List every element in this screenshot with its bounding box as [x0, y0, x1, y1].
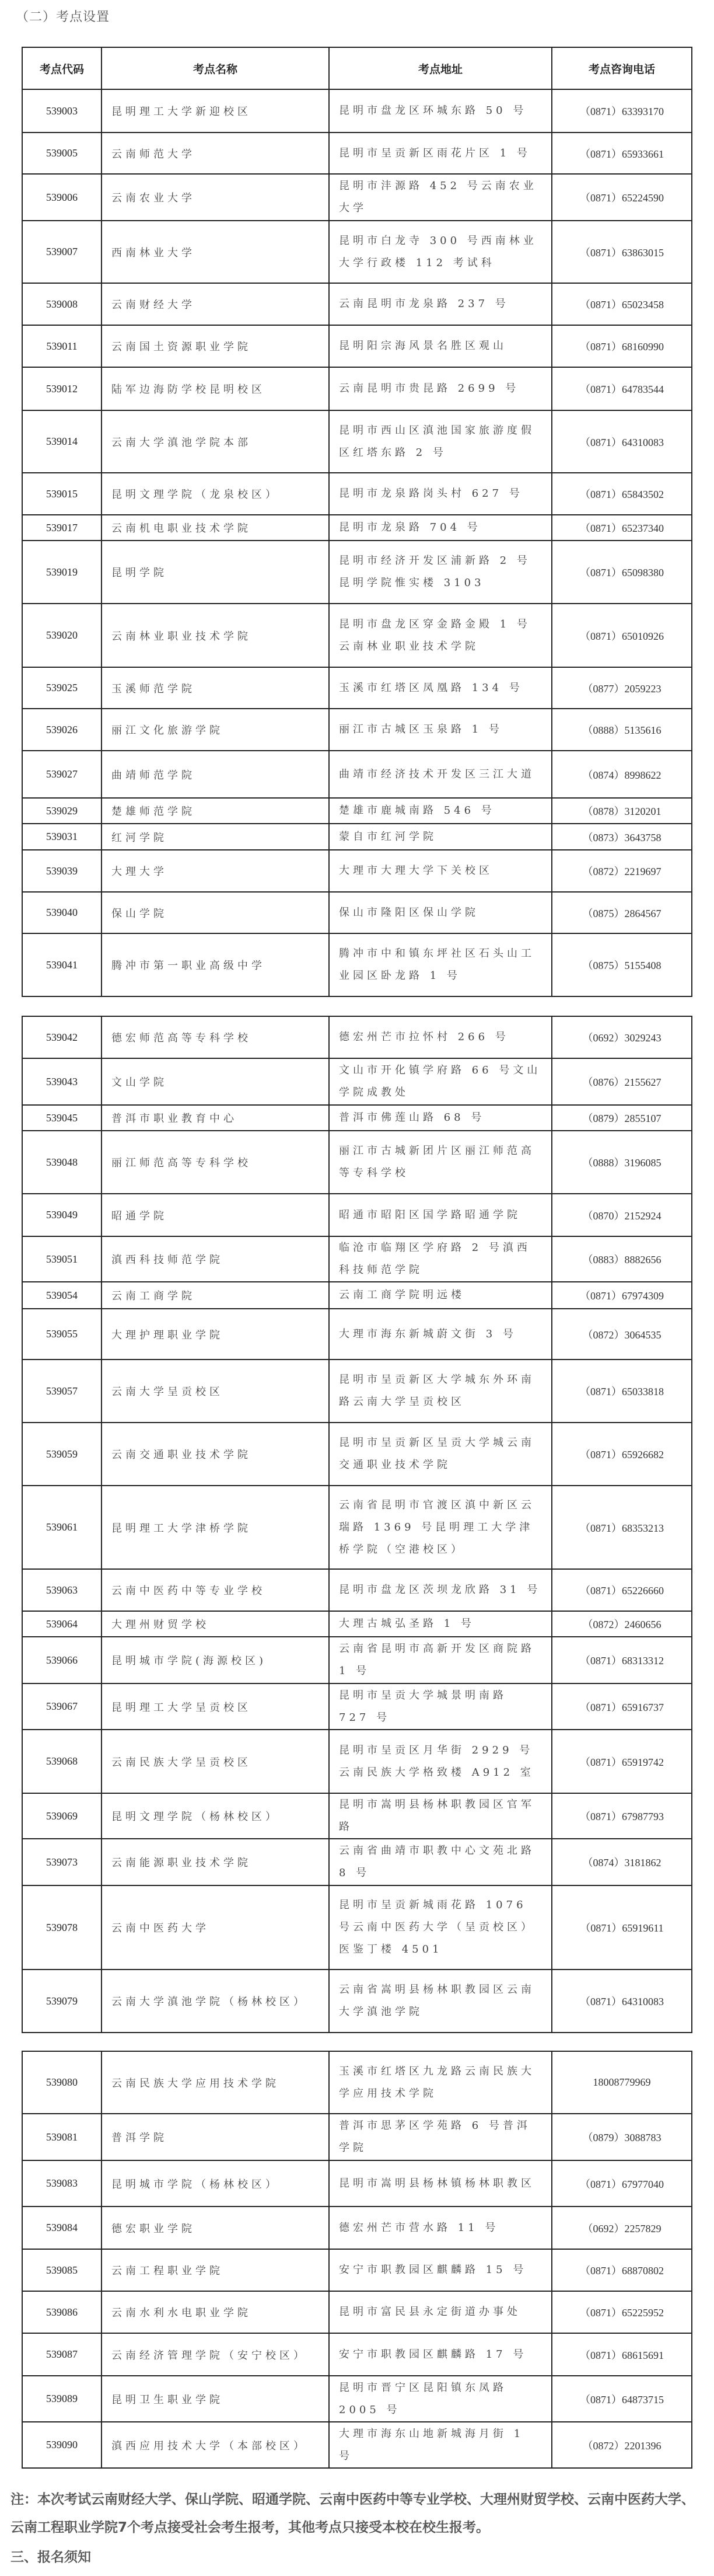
site-phone: （0871）64310083 — [552, 1970, 692, 2033]
table-row — [22, 174, 692, 221]
table-row — [22, 473, 692, 515]
site-code: 539026 — [22, 709, 102, 751]
site-name: 丽江文化旅游学院 — [102, 709, 329, 751]
site-name: 昆明文理学院（杨林校区） — [102, 1793, 329, 1839]
site-address: 云南昆明市龙泉路 237 号 — [329, 283, 552, 325]
site-phone: （0871）68353213 — [552, 1486, 692, 1569]
site-name: 昆明城市学院(海源校区) — [102, 1637, 329, 1683]
site-code: 539049 — [22, 1194, 102, 1236]
site-phone: （0878）3120201 — [552, 798, 692, 824]
site-phone: （0875）5155408 — [552, 933, 692, 996]
note-line-1: 注：本次考试云南财经大学、保山学院、昭通学院、云南中医药中等专业学校、大理州财贸学校、云南中医药大学、 — [10, 2492, 695, 2507]
site-phone: （0871）68870802 — [552, 2249, 692, 2291]
site-phone: （0692）3029243 — [552, 1016, 692, 1058]
site-phone: （0871）65224590 — [552, 174, 692, 221]
site-name: 滇西科技师范学院 — [102, 1236, 329, 1282]
site-phone: （0875）2864567 — [552, 892, 692, 933]
site-address: 临沧市临翔区学府路 2 号滇西科技师范学院 — [329, 1236, 552, 1282]
site-name: 云南交通职业技术学院 — [102, 1423, 329, 1486]
site-code: 539068 — [22, 1730, 102, 1793]
site-code: 539073 — [22, 1839, 102, 1885]
table-row — [22, 283, 692, 325]
site-address: 昆明市盘龙区茨坝龙欣路 31 号 — [329, 1569, 552, 1611]
next-section-title: 三、报名须知 — [10, 2550, 91, 2565]
site-address: 云南省曲靖市职教中心文苑北路 8 号 — [329, 1839, 552, 1885]
exam-site-table — [22, 2051, 692, 2469]
site-code: 539003 — [22, 89, 102, 133]
site-address: 昆明市晋宁区昆阳镇东凤路 2005 号 — [329, 2376, 552, 2422]
table-row — [22, 1360, 692, 1423]
site-phone: （0871）65225952 — [552, 2291, 692, 2333]
site-name: 楚雄师范学院 — [102, 798, 329, 824]
site-address: 曲靖市经济技术开发区三江大道 — [329, 751, 552, 798]
site-code: 539063 — [22, 1569, 102, 1611]
site-phone: （0871）65023458 — [552, 283, 692, 325]
site-phone: （0871）65010926 — [552, 604, 692, 667]
site-address: 云南工商学院明远楼 — [329, 1282, 552, 1309]
site-phone: （0871）65033818 — [552, 1360, 692, 1423]
site-name: 大理护理职业学院 — [102, 1309, 329, 1360]
site-phone: （0877）2059223 — [552, 667, 692, 709]
site-code: 539017 — [22, 515, 102, 541]
site-address: 昆明市嵩明县杨林职教园区官军路 — [329, 1793, 552, 1839]
site-code: 539012 — [22, 367, 102, 410]
table-row — [22, 667, 692, 709]
column-header-address: 考点地址 — [329, 47, 552, 89]
table-row — [22, 1105, 692, 1131]
table-row — [22, 2114, 692, 2160]
table-row — [22, 541, 692, 604]
table-row — [22, 1730, 692, 1793]
site-address: 昆明市嵩明县杨林镇杨林职教区 — [329, 2160, 552, 2206]
table-row — [22, 1423, 692, 1486]
site-address: 昆明市呈贡新区雨花片区 1 号 — [329, 133, 552, 174]
site-address: 昆明市盘龙区穿金路金殿 1 号云南林业职业技术学院 — [329, 604, 552, 667]
table-header-row — [22, 47, 692, 89]
site-phone: （0871）64783544 — [552, 367, 692, 410]
site-address: 玉溪市红塔区九龙路云南民族大学应用技术学院 — [329, 2051, 552, 2114]
site-name: 云南机电职业技术学院 — [102, 515, 329, 541]
site-name: 昆明文理学院（龙泉校区） — [102, 473, 329, 515]
site-phone: （0871）67974309 — [552, 1282, 692, 1309]
site-phone: 18008779969 — [552, 2051, 692, 2114]
site-address: 昆明市经济开发区浦新路 2 号昆明学院惟实楼 3103 — [329, 541, 552, 604]
table-row — [22, 133, 692, 174]
site-name: 昆明理工大学津桥学院 — [102, 1486, 329, 1569]
site-address: 大理古城弘圣路 1 号 — [329, 1611, 552, 1637]
site-phone: （0871）67977040 — [552, 2160, 692, 2206]
site-address: 大理市海东新城蔚文街 3 号 — [329, 1309, 552, 1360]
site-code: 539043 — [22, 1058, 102, 1105]
exam-site-table — [22, 47, 692, 997]
site-code: 539045 — [22, 1105, 102, 1131]
site-code: 539087 — [22, 2333, 102, 2376]
site-address: 昆明市龙泉路 704 号 — [329, 515, 552, 541]
site-address: 蒙自市红河学院 — [329, 824, 552, 850]
site-address: 文山市开化镇学府路 66 号文山学院成教处 — [329, 1058, 552, 1105]
table-row — [22, 1637, 692, 1683]
site-code: 539051 — [22, 1236, 102, 1282]
table-row — [22, 221, 692, 283]
site-name: 红河学院 — [102, 824, 329, 850]
table-row — [22, 1885, 692, 1970]
site-code: 539059 — [22, 1423, 102, 1486]
site-code: 539005 — [22, 133, 102, 174]
site-code: 539084 — [22, 2206, 102, 2249]
site-code: 539064 — [22, 1611, 102, 1637]
site-name: 普洱学院 — [102, 2114, 329, 2160]
site-name: 滇西应用技术大学（本部校区） — [102, 2422, 329, 2468]
site-address: 昆明市龙泉路岗头村 627 号 — [329, 473, 552, 515]
site-phone: （0879）3088783 — [552, 2114, 692, 2160]
site-name: 普洱市职业教育中心 — [102, 1105, 329, 1131]
site-name: 保山学院 — [102, 892, 329, 933]
site-name: 腾冲市第一职业高级中学 — [102, 933, 329, 996]
table-row — [22, 709, 692, 751]
table-row — [22, 2249, 692, 2291]
site-address: 昆明市西山区滇池国家旅游度假区红塔东路 2 号 — [329, 410, 552, 473]
site-name: 西南林业大学 — [102, 221, 329, 283]
table-row — [22, 2376, 692, 2422]
site-code: 539081 — [22, 2114, 102, 2160]
site-phone: （0876）2155627 — [552, 1058, 692, 1105]
site-code: 539083 — [22, 2160, 102, 2206]
site-address: 昆明市白龙寺 300 号西南林业大学行政楼 112 考试科 — [329, 221, 552, 283]
site-phone: （0871）68313312 — [552, 1637, 692, 1683]
site-code: 539078 — [22, 1885, 102, 1970]
site-name: 德宏师范高等专科学校 — [102, 1016, 329, 1058]
site-name: 云南能源职业技术学院 — [102, 1839, 329, 1885]
site-phone: （0871）68160990 — [552, 325, 692, 367]
table-row — [22, 2206, 692, 2249]
site-address: 云南省嵩明县杨林职教园区云南大学滇池学院 — [329, 1970, 552, 2033]
site-code: 539006 — [22, 174, 102, 221]
site-phone: （0872）3064535 — [552, 1309, 692, 1360]
site-phone: （0871）68615691 — [552, 2333, 692, 2376]
site-address: 昆明阳宗海风景名胜区观山 — [329, 325, 552, 367]
site-address: 德宏州芒市拉怀村 266 号 — [329, 1016, 552, 1058]
site-code: 539020 — [22, 604, 102, 667]
site-phone: （0692）2257829 — [552, 2206, 692, 2249]
table-row — [22, 1839, 692, 1885]
site-code: 539041 — [22, 933, 102, 996]
site-address: 安宁市职教园区麒麟路 17 号 — [329, 2333, 552, 2376]
site-code: 539080 — [22, 2051, 102, 2114]
site-address: 德宏州芒市营水路 11 号 — [329, 2206, 552, 2249]
site-code: 539039 — [22, 850, 102, 892]
table-row — [22, 2291, 692, 2333]
site-phone: （0871）65226660 — [552, 1569, 692, 1611]
table-row — [22, 751, 692, 798]
table-row — [22, 515, 692, 541]
table-row — [22, 892, 692, 933]
site-code: 539054 — [22, 1282, 102, 1309]
table-row — [22, 933, 692, 996]
site-phone: （0883）8882656 — [552, 1236, 692, 1282]
site-name: 昆明理工大学呈贡校区 — [102, 1683, 329, 1730]
site-code: 539069 — [22, 1793, 102, 1839]
site-code: 539015 — [22, 473, 102, 515]
site-name: 云南民族大学应用技术学院 — [102, 2051, 329, 2114]
table-row — [22, 1611, 692, 1637]
table-row — [22, 1131, 692, 1194]
site-name: 云南农业大学 — [102, 174, 329, 221]
site-name: 云南师范大学 — [102, 133, 329, 174]
site-name: 丽江师范高等专科学校 — [102, 1131, 329, 1194]
site-code: 539061 — [22, 1486, 102, 1569]
site-phone: （0871）65926682 — [552, 1423, 692, 1486]
table-row — [22, 850, 692, 892]
site-code: 539040 — [22, 892, 102, 933]
site-address: 昆明市呈贡新城雨花路 1076 号云南中医药大学（呈贡校区）医鉴丁楼 4501 — [329, 1885, 552, 1970]
site-address: 普洱市佛莲山路 68 号 — [329, 1105, 552, 1131]
table-row — [22, 1194, 692, 1236]
site-code: 539042 — [22, 1016, 102, 1058]
column-header-code: 考点代码 — [22, 47, 102, 89]
site-phone: （0872）2219697 — [552, 850, 692, 892]
column-header-name: 考点名称 — [102, 47, 329, 89]
site-address: 普洱市思茅区学苑路 6 号普洱学院 — [329, 2114, 552, 2160]
site-phone: （0874）3181862 — [552, 1839, 692, 1885]
table-row — [22, 89, 692, 133]
table-row — [22, 2160, 692, 2206]
site-phone: （0871）65843502 — [552, 473, 692, 515]
site-address: 云南省昆明市高新开发区商院路 1 号 — [329, 1637, 552, 1683]
note-line-2: 云南工程职业学院7个考点接受社会考生报考，其他考点只接受本校在校生报考。 — [10, 2520, 490, 2535]
site-code: 539011 — [22, 325, 102, 367]
table-row — [22, 1970, 692, 2033]
site-code: 539027 — [22, 751, 102, 798]
site-code: 539055 — [22, 1309, 102, 1360]
site-address: 楚雄市鹿城南路 546 号 — [329, 798, 552, 824]
site-phone: （0871）65098380 — [552, 541, 692, 604]
site-code: 539085 — [22, 2249, 102, 2291]
table-row — [22, 1486, 692, 1569]
site-name: 曲靖师范学院 — [102, 751, 329, 798]
site-name: 云南林业职业技术学院 — [102, 604, 329, 667]
site-address: 云南昆明市贵昆路 2699 号 — [329, 367, 552, 410]
site-address: 腾冲市中和镇东坪社区石头山工业园区卧龙路 1 号 — [329, 933, 552, 996]
site-phone: （0871）65919742 — [552, 1730, 692, 1793]
site-address: 昆明市呈贡区月华街 2929 号云南民族大学格致楼 A912 室 — [329, 1730, 552, 1793]
site-code: 539007 — [22, 221, 102, 283]
site-code: 539079 — [22, 1970, 102, 2033]
site-address: 昭通市昭阳区国学路昭通学院 — [329, 1194, 552, 1236]
site-code: 539029 — [22, 798, 102, 824]
table-row — [22, 1058, 692, 1105]
site-phone: （0870）2152924 — [552, 1194, 692, 1236]
site-name: 昭通学院 — [102, 1194, 329, 1236]
site-address: 大理市大理大学下关校区 — [329, 850, 552, 892]
site-code: 539008 — [22, 283, 102, 325]
site-address: 保山市隆阳区保山学院 — [329, 892, 552, 933]
site-address: 安宁市职教园区麒麟路 15 号 — [329, 2249, 552, 2291]
site-address: 云南省昆明市官渡区滇中新区云瑞路 1369 号昆明理工大学津桥学院（空港校区） — [329, 1486, 552, 1569]
site-name: 云南中医药大学 — [102, 1885, 329, 1970]
site-code: 539090 — [22, 2422, 102, 2468]
site-name: 云南国土资源职业学院 — [102, 325, 329, 367]
site-address: 昆明市富民县永定街道办事处 — [329, 2291, 552, 2333]
table-row — [22, 1016, 692, 1058]
table-row — [22, 1236, 692, 1282]
table-row — [22, 367, 692, 410]
site-name: 云南工商学院 — [102, 1282, 329, 1309]
site-code: 539014 — [22, 410, 102, 473]
site-phone: （0871）65919611 — [552, 1885, 692, 1970]
table-row — [22, 604, 692, 667]
site-code: 539067 — [22, 1683, 102, 1730]
site-code: 539048 — [22, 1131, 102, 1194]
site-code: 539086 — [22, 2291, 102, 2333]
table-row — [22, 1309, 692, 1360]
site-address: 昆明市呈贡大学城景明南路 727 号 — [329, 1683, 552, 1730]
section-title: （二）考点设置 — [16, 10, 110, 25]
site-phone: （0871）63863015 — [552, 221, 692, 283]
site-code: 539057 — [22, 1360, 102, 1423]
site-name: 云南财经大学 — [102, 283, 329, 325]
site-name: 云南经济管理学院（安宁校区） — [102, 2333, 329, 2376]
site-name: 云南民族大学呈贡校区 — [102, 1730, 329, 1793]
site-code: 539031 — [22, 824, 102, 850]
site-name: 文山学院 — [102, 1058, 329, 1105]
site-name: 大理州财贸学校 — [102, 1611, 329, 1637]
site-name: 云南大学呈贡校区 — [102, 1360, 329, 1423]
site-phone: （0888）3196085 — [552, 1131, 692, 1194]
column-header-phone: 考点咨询电话 — [552, 47, 692, 89]
site-phone: （0871）65237340 — [552, 515, 692, 541]
table-row — [22, 2051, 692, 2114]
site-code: 539019 — [22, 541, 102, 604]
table-row — [22, 2422, 692, 2468]
table-row — [22, 2333, 692, 2376]
site-phone: （0879）2855107 — [552, 1105, 692, 1131]
site-phone: （0871）64310083 — [552, 410, 692, 473]
table-row — [22, 325, 692, 367]
site-address: 昆明市盘龙区环城东路 50 号 — [329, 89, 552, 133]
site-address: 玉溪市红塔区凤凰路 134 号 — [329, 667, 552, 709]
site-name: 云南中医药中等专业学校 — [102, 1569, 329, 1611]
site-name: 昆明学院 — [102, 541, 329, 604]
exam-site-table — [22, 1016, 692, 2033]
site-name: 云南工程职业学院 — [102, 2249, 329, 2291]
site-phone: （0888）5135616 — [552, 709, 692, 751]
site-code: 539025 — [22, 667, 102, 709]
site-address: 昆明市沣源路 452 号云南农业大学 — [329, 174, 552, 221]
site-address: 丽江市古城区玉泉路 1 号 — [329, 709, 552, 751]
table-row — [22, 798, 692, 824]
site-name: 昆明理工大学新迎校区 — [102, 89, 329, 133]
table-row — [22, 410, 692, 473]
site-address: 大理市海东山地新城海月街 1 号 — [329, 2422, 552, 2468]
site-address: 丽江市古城新团片区丽江师范高等专科学校 — [329, 1131, 552, 1194]
table-row — [22, 1282, 692, 1309]
site-name: 陆军边海防学校昆明校区 — [102, 367, 329, 410]
site-name: 德宏职业学院 — [102, 2206, 329, 2249]
site-address: 昆明市呈贡新区大学城东外环南路云南大学呈贡校区 — [329, 1360, 552, 1423]
site-phone: （0871）65933661 — [552, 133, 692, 174]
site-phone: （0872）2460656 — [552, 1611, 692, 1637]
site-name: 昆明卫生职业学院 — [102, 2376, 329, 2422]
site-name: 云南大学滇池学院（杨林校区） — [102, 1970, 329, 2033]
table-row — [22, 1793, 692, 1839]
table-row — [22, 1569, 692, 1611]
site-name: 云南水利水电职业学院 — [102, 2291, 329, 2333]
site-phone: （0872）2201396 — [552, 2422, 692, 2468]
site-name: 玉溪师范学院 — [102, 667, 329, 709]
site-address: 昆明市呈贡新区呈贡大学城云南交通职业技术学院 — [329, 1423, 552, 1486]
site-name: 昆明城市学院（杨林校区） — [102, 2160, 329, 2206]
site-name: 云南大学滇池学院本部 — [102, 410, 329, 473]
table-row — [22, 1683, 692, 1730]
site-phone: （0871）65916737 — [552, 1683, 692, 1730]
site-phone: （0874）8998622 — [552, 751, 692, 798]
site-phone: （0873）3643758 — [552, 824, 692, 850]
site-code: 539089 — [22, 2376, 102, 2422]
site-phone: （0871）67987793 — [552, 1793, 692, 1839]
site-name: 大理大学 — [102, 850, 329, 892]
site-phone: （0871）64873715 — [552, 2376, 692, 2422]
site-phone: （0871）63393170 — [552, 89, 692, 133]
table-row — [22, 824, 692, 850]
site-code: 539066 — [22, 1637, 102, 1683]
